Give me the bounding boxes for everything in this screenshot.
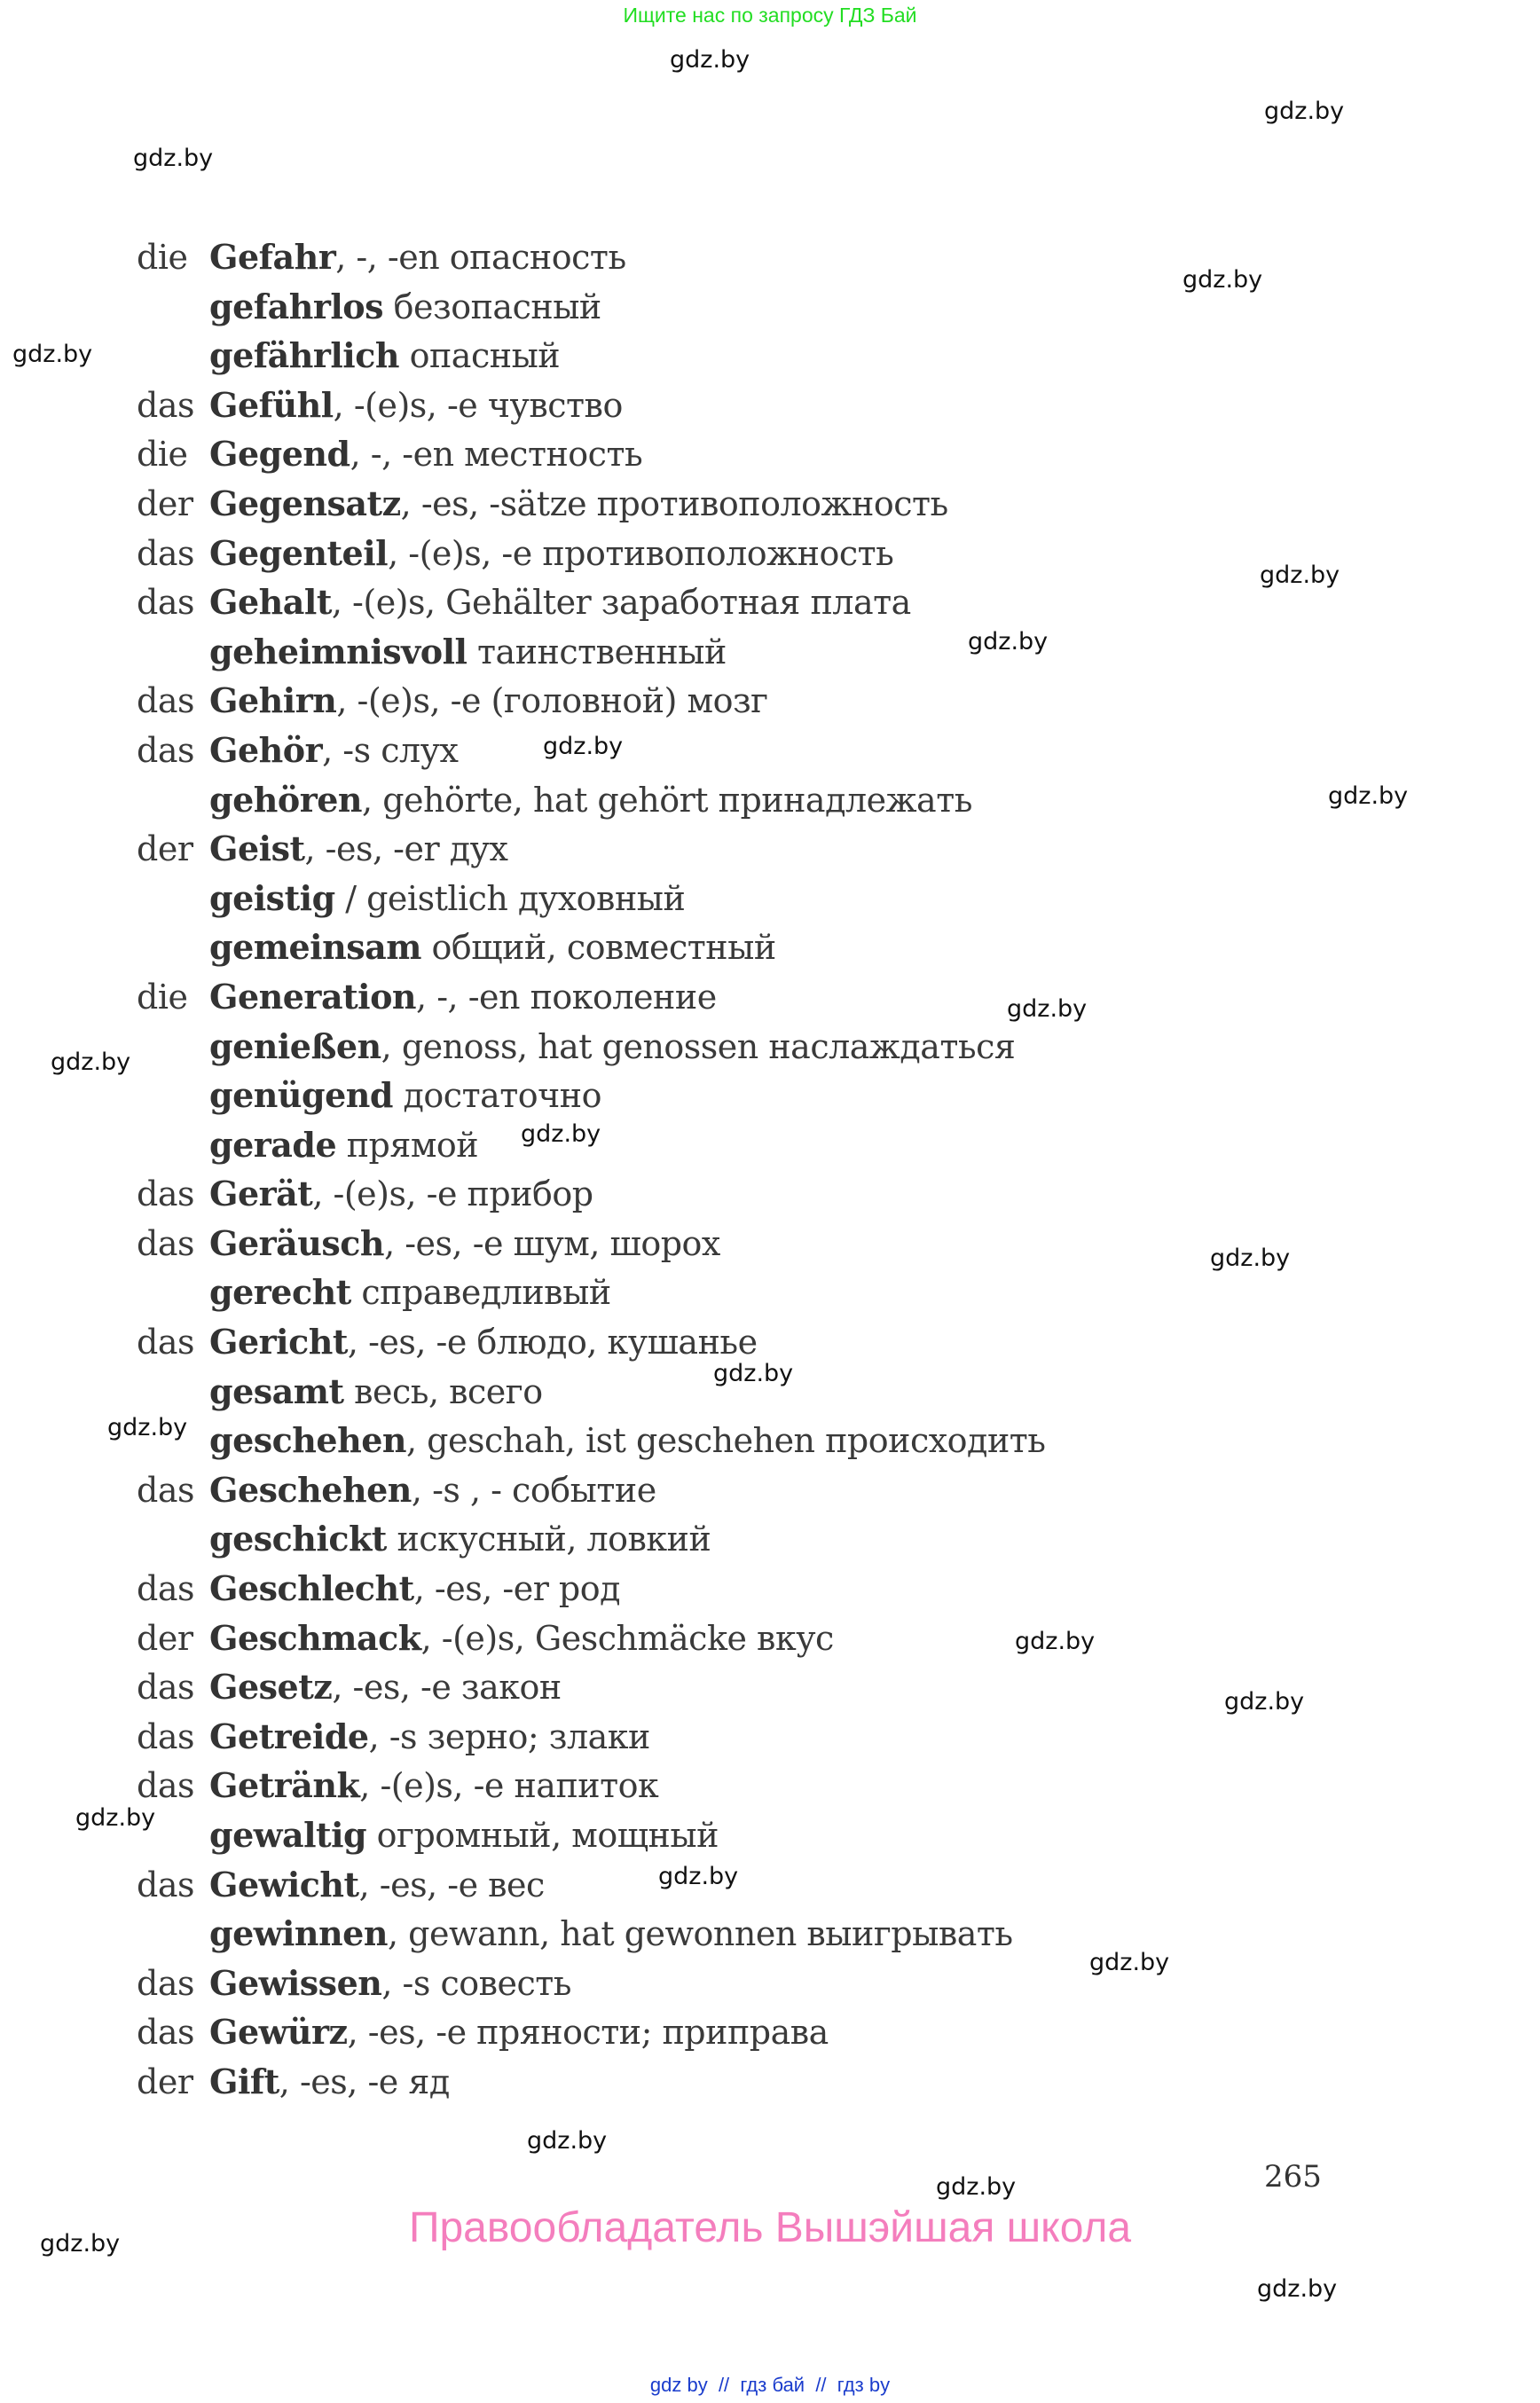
vocabulary-entry — [137, 726, 1046, 775]
definition: , genoss, hat genossen наслаждаться — [381, 1026, 1016, 1066]
headword: Gefahr — [209, 237, 336, 277]
vocabulary-entry — [137, 1662, 1046, 1712]
headword: gefahrlos — [209, 286, 384, 326]
definition: , geschah, ist geschehen происходить — [406, 1421, 1046, 1461]
vocabulary-entry — [137, 972, 1046, 1022]
vocabulary-entry — [137, 429, 1046, 479]
headword: gerecht — [209, 1272, 351, 1313]
definition: , -(e)s, -e чувство — [333, 385, 623, 425]
headword: Gefühl — [209, 384, 334, 425]
vocabulary-entry — [137, 1959, 1046, 2008]
definition: опасный — [399, 336, 561, 376]
headword: gesamt — [209, 1370, 344, 1411]
vocabulary-entry — [137, 1022, 1046, 1072]
headword: Geschmack — [209, 1617, 421, 1658]
definition: , -s зерно; злаки — [368, 1716, 650, 1756]
definition: , -es, -sätze противоположность — [400, 483, 948, 523]
vocabulary-entry — [137, 824, 1046, 874]
headword: gehören — [209, 779, 363, 820]
headword: Gehör — [209, 729, 323, 770]
definition: , -es, -e пряности; приправа — [347, 2013, 829, 2053]
watermark: gdz.by — [543, 733, 624, 760]
vocabulary-entry — [137, 479, 1046, 529]
definition: , -es, -e яд — [279, 2061, 450, 2101]
vocabulary-entry — [137, 1416, 1046, 1465]
definition: , -es, -e шум, шорох — [384, 1223, 720, 1263]
article: das — [137, 730, 194, 770]
definition: , -(e)s, -e напиток — [359, 1766, 659, 1806]
footer-links[interactable]: gdz by // гдз бай // гдз by — [649, 2374, 891, 2396]
headword: gewaltig — [209, 1815, 367, 1855]
watermark: gdz.by — [527, 2127, 608, 2155]
definition: , -, -en поколение — [416, 977, 717, 1017]
headword: Gift — [209, 2061, 279, 2101]
article: das — [137, 1865, 194, 1904]
watermark: gdz.by — [12, 341, 93, 368]
article: das — [137, 1716, 194, 1756]
vocabulary-entry — [137, 627, 1049, 677]
search-banner: Ищите нас по запросу ГДЗ Бай — [623, 4, 917, 27]
vocabulary-entry — [137, 1514, 1046, 1564]
definition: , -es, -er дух — [304, 829, 508, 869]
vocabulary-entry — [137, 1810, 1046, 1860]
watermark: gdz.by — [1257, 2275, 1338, 2303]
definition: , -(e)s, Gehälter заработная плата — [331, 583, 911, 623]
watermark: gdz.by — [658, 1863, 739, 1890]
headword: Gewürz — [209, 2012, 348, 2053]
article: das — [137, 1470, 194, 1510]
definition: , -es, -e закон — [332, 1668, 562, 1708]
watermark: gdz.by — [1182, 266, 1263, 294]
vocabulary-entry — [137, 1268, 1046, 1317]
copyright-text: Правообладатель Вышэйшая школа — [408, 2204, 1132, 2251]
definition: , -(e)s, -e (головной) мозг — [336, 681, 768, 721]
headword: gefährlich — [209, 335, 400, 376]
article: die — [137, 977, 188, 1017]
definition: безопасный — [383, 287, 601, 326]
definition: , gewann, hat gewonnen выигрывать — [387, 1914, 1013, 1954]
headword: Geräusch — [209, 1222, 385, 1263]
article: die — [137, 238, 188, 277]
definition: / geistlich духовный — [334, 878, 686, 918]
vocabulary-entry — [137, 1465, 1046, 1515]
definition: , -(e)s, -e противоположность — [388, 533, 894, 573]
headword: Gewissen — [209, 1962, 382, 2003]
vocabulary-entry — [137, 1712, 1046, 1762]
definition: , -, -en местность — [350, 435, 643, 475]
headword: geheimnisvoll — [209, 631, 468, 671]
article: das — [137, 1223, 194, 1263]
watermark: gdz.by — [75, 1804, 156, 1832]
vocabulary-entry — [137, 577, 1046, 627]
watermark: gdz.by — [1264, 98, 1345, 125]
watermark: gdz.by — [40, 2230, 121, 2258]
headword: geistig — [209, 877, 335, 918]
article: der — [137, 2061, 193, 2101]
vocabulary-entry — [137, 232, 1046, 282]
definition: искусный, ловкий — [386, 1520, 711, 1559]
vocabulary-entry — [137, 1317, 1046, 1367]
vocabulary-entry — [137, 1219, 1046, 1268]
headword: Gericht — [209, 1322, 348, 1362]
article: das — [137, 533, 194, 573]
article: das — [137, 1569, 194, 1609]
article: das — [137, 1174, 194, 1214]
watermark: gdz.by — [1210, 1245, 1291, 1272]
watermark: gdz.by — [713, 1360, 794, 1387]
vocabulary-entry — [137, 1909, 1046, 1959]
headword: geschehen — [209, 1420, 407, 1461]
article: das — [137, 2013, 194, 2053]
definition: прямой — [336, 1125, 479, 1165]
article: die — [137, 435, 188, 475]
headword: gewinnen — [209, 1913, 388, 1954]
headword: Gegensatz — [209, 483, 401, 523]
definition: , -es, -e вес — [358, 1865, 545, 1904]
vocabulary-entry — [137, 331, 1046, 381]
headword: Getränk — [209, 1765, 360, 1806]
vocabulary-entry — [137, 775, 1046, 825]
headword: Gerät — [209, 1174, 313, 1214]
headword: Geschehen — [209, 1469, 412, 1510]
headword: genießen — [209, 1025, 381, 1066]
article: das — [137, 583, 194, 623]
headword: Gesetz — [209, 1667, 333, 1708]
article: der — [137, 1618, 193, 1658]
article: das — [137, 681, 194, 721]
definition: , -es, -e блюдо, кушанье — [347, 1323, 758, 1362]
watermark: gdz.by — [670, 46, 750, 74]
definition: огромный, мощный — [366, 1816, 719, 1855]
watermark: gdz.by — [1328, 782, 1409, 810]
article: das — [137, 1766, 194, 1806]
definition: справедливый — [350, 1273, 611, 1313]
vocabulary-entry — [137, 923, 1046, 972]
definition: , -(e)s, -e прибор — [312, 1174, 593, 1214]
vocabulary-entry — [137, 1614, 1046, 1663]
vocabulary-entry — [137, 282, 1046, 332]
vocabulary-entry — [137, 1860, 1046, 1910]
headword: geschickt — [209, 1519, 387, 1559]
article: das — [137, 1668, 194, 1708]
watermark: gdz.by — [1260, 561, 1340, 589]
page-number: 265 — [1264, 2159, 1322, 2195]
vocabulary-entry — [137, 381, 1046, 430]
article: das — [137, 1323, 194, 1362]
headword: gerade — [209, 1124, 337, 1165]
article: der — [137, 483, 193, 523]
headword: Geschlecht — [209, 1568, 414, 1609]
definition: , -es, -er род — [413, 1569, 621, 1609]
article: das — [137, 1963, 194, 2003]
definition: весь, всего — [343, 1371, 543, 1411]
article: der — [137, 829, 193, 869]
vocabulary-entry — [137, 2057, 1046, 2107]
headword: gemeinsam — [209, 927, 421, 968]
definition: общий, совместный — [420, 928, 776, 968]
definition: , -s слух — [322, 730, 459, 770]
watermark: gdz.by — [1007, 995, 1088, 1023]
definition: достаточно — [392, 1076, 601, 1116]
watermark: gdz.by — [1089, 1949, 1170, 1976]
headword: Gegenteil — [209, 532, 389, 573]
watermark: gdz.by — [107, 1414, 188, 1441]
headword: Gewicht — [209, 1864, 359, 1904]
headword: Geist — [209, 828, 305, 869]
headword: Getreide — [209, 1716, 369, 1756]
vocabulary-entry — [137, 1564, 1046, 1614]
watermark: gdz.by — [1224, 1688, 1305, 1716]
headword: Gehalt — [209, 582, 332, 623]
vocabulary-entry — [137, 874, 1046, 923]
watermark: gdz.by — [936, 2173, 1017, 2201]
vocabulary-entry — [137, 529, 1046, 578]
definition: , -, -en опасность — [335, 238, 626, 277]
definition: , -s , - событие — [411, 1470, 656, 1510]
vocabulary-entry — [137, 1367, 1046, 1417]
definition: , gehörte, hat gehört принадлежать — [362, 780, 972, 820]
definition: , -(e)s, Geschmäcke вкус — [420, 1618, 834, 1658]
copyright-notice — [0, 2203, 1540, 2252]
vocabulary-entry — [137, 1120, 1046, 1170]
headword: Gegend — [209, 434, 350, 475]
vocabulary-entry — [137, 2007, 1046, 2057]
watermark: gdz.by — [521, 1120, 601, 1148]
definition: , -s совесть — [381, 1963, 571, 2003]
headword: Gehirn — [209, 680, 337, 721]
watermark: gdz.by — [1015, 1628, 1096, 1655]
watermark: gdz.by — [133, 145, 214, 172]
vocabulary-entry — [137, 676, 1046, 726]
definition: таинственный — [467, 632, 727, 671]
headword: Generation — [209, 976, 417, 1017]
vocabulary-entry — [137, 1169, 1046, 1219]
article: das — [137, 385, 194, 425]
vocabulary-entry — [137, 1761, 1046, 1810]
watermark: gdz.by — [51, 1048, 131, 1076]
headword: genügend — [209, 1075, 393, 1116]
watermark: gdz.by — [968, 628, 1049, 656]
vocabulary-entry — [137, 1071, 1046, 1120]
